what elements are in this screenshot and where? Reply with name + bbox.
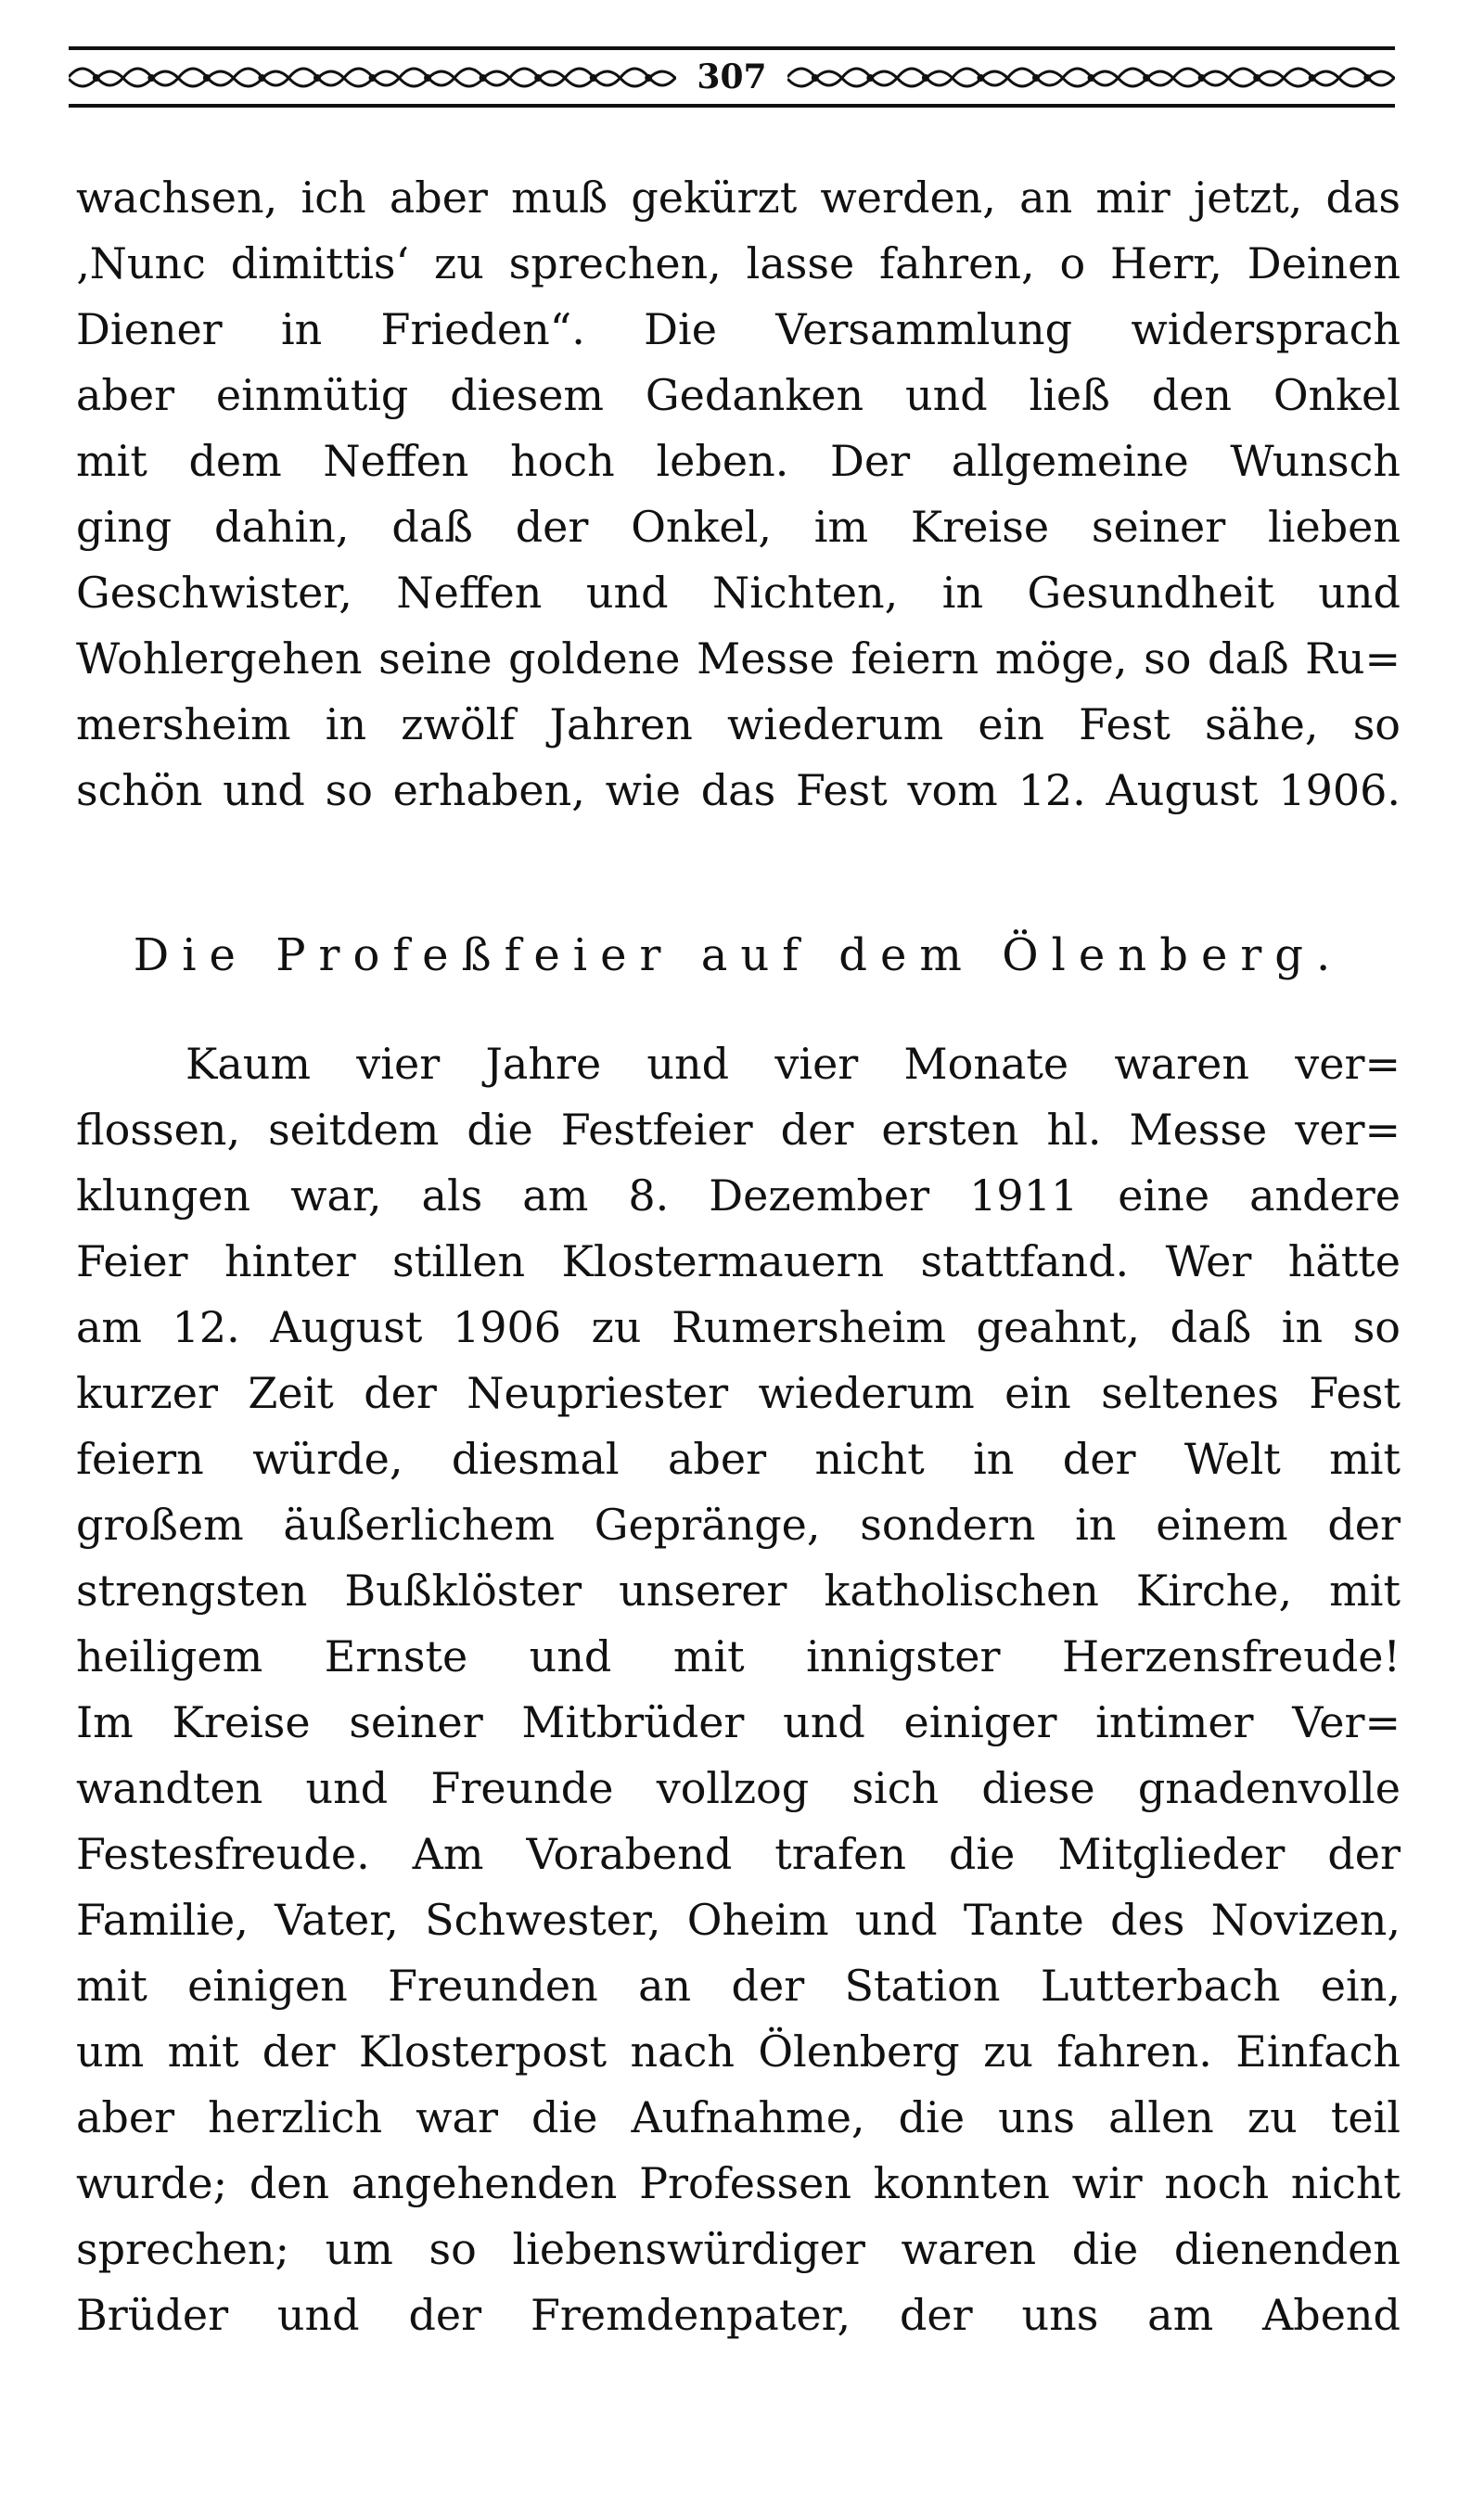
page-number: 307 <box>697 58 767 96</box>
text-line: Kaum vier Jahre und vier Monate waren ver= <box>186 1039 1401 1089</box>
text-line: Feier hinter stillen Klostermauern stattfand. Wer hätte <box>76 1236 1401 1286</box>
floral-border-ornament-icon <box>69 58 676 96</box>
text-line: heiligem Ernste und mit innigster Herzensfreude! <box>76 1631 1401 1681</box>
text-line: strengsten Bußklöster unserer katholischen Kirche, mit <box>76 1566 1401 1616</box>
text-line: kurzer Zeit der Neupriester wiederum ein seltenes Fest <box>76 1368 1401 1418</box>
text-line: aber einmütig diesem Gedanken und ließ den Onkel <box>76 370 1401 420</box>
text-line: Familie, Vater, Schwester, Oheim und Tante des Novizen, <box>76 1895 1401 1945</box>
floral-border-ornament-icon <box>787 58 1395 96</box>
text-line: Brüder und der Fremdenpater, der uns am Abend <box>76 2290 1401 2340</box>
paragraph-main <box>76 1031 1401 2348</box>
text-line: mit dem Neffen hoch leben. Der allgemeine Wunsch <box>76 436 1401 486</box>
text-line: mersheim in zwölf Jahren wiederum ein Fest sähe, so <box>76 699 1401 749</box>
text-line: flossen, seitdem die Festfeier der ersten hl. Messe ver= <box>76 1105 1401 1155</box>
text-line: aber herzlich war die Aufnahme, die uns allen zu teil <box>76 2092 1401 2142</box>
text-line: feiern würde, diesmal aber nicht in der Welt mit <box>76 1434 1401 1484</box>
paragraph-continuation <box>76 165 1401 824</box>
text-line: ging dahin, daß der Onkel, im Kreise seiner lieben <box>76 502 1401 552</box>
page-header <box>69 46 1395 108</box>
text-line: Geschwister, Neffen und Nichten, in Gesundheit und <box>76 568 1401 618</box>
text-line: großem äußerlichem Gepränge, sondern in einem der <box>76 1500 1401 1550</box>
section-heading: Die Profeßfeier auf dem Ölenberg. <box>133 929 1344 981</box>
text-line: schön und so erhaben, wie das Fest vom 12. August 1906. <box>76 765 1401 815</box>
text-line: am 12. August 1906 zu Rumersheim geahnt, daß in so <box>76 1302 1401 1352</box>
text-line: sprechen; um so liebenswürdiger waren die dienenden <box>76 2224 1401 2274</box>
text-line: klungen war, als am 8. Dezember 1911 eine andere <box>76 1170 1401 1221</box>
text-line: Festesfreude. Am Vorabend trafen die Mitglieder der <box>76 1829 1401 1879</box>
text-line: wachsen, ich aber muß gekürzt werden, an mir jetzt, das <box>76 173 1401 223</box>
text-line: Diener in Frieden“. Die Versammlung widersprach <box>76 304 1401 354</box>
text-line: mit einigen Freunden an der Station Lutterbach ein, <box>76 1961 1401 2011</box>
text-line: wurde; den angehenden Professen konnten wir noch nicht <box>76 2158 1401 2208</box>
text-line: ‚Nunc dimittis‘ zu sprechen, lasse fahren, o Herr, Deinen <box>76 238 1401 288</box>
text-line: um mit der Klosterpost nach Ölenberg zu fahren. Einfach <box>76 2026 1401 2077</box>
text-line: wandten und Freunde vollzog sich diese gnadenvolle <box>76 1763 1401 1813</box>
text-line: Im Kreise seiner Mitbrüder und einiger intimer Ver= <box>76 1697 1401 1747</box>
text-line: Wohlergehen seine goldene Messe feiern möge, so daß Ru= <box>76 633 1401 684</box>
